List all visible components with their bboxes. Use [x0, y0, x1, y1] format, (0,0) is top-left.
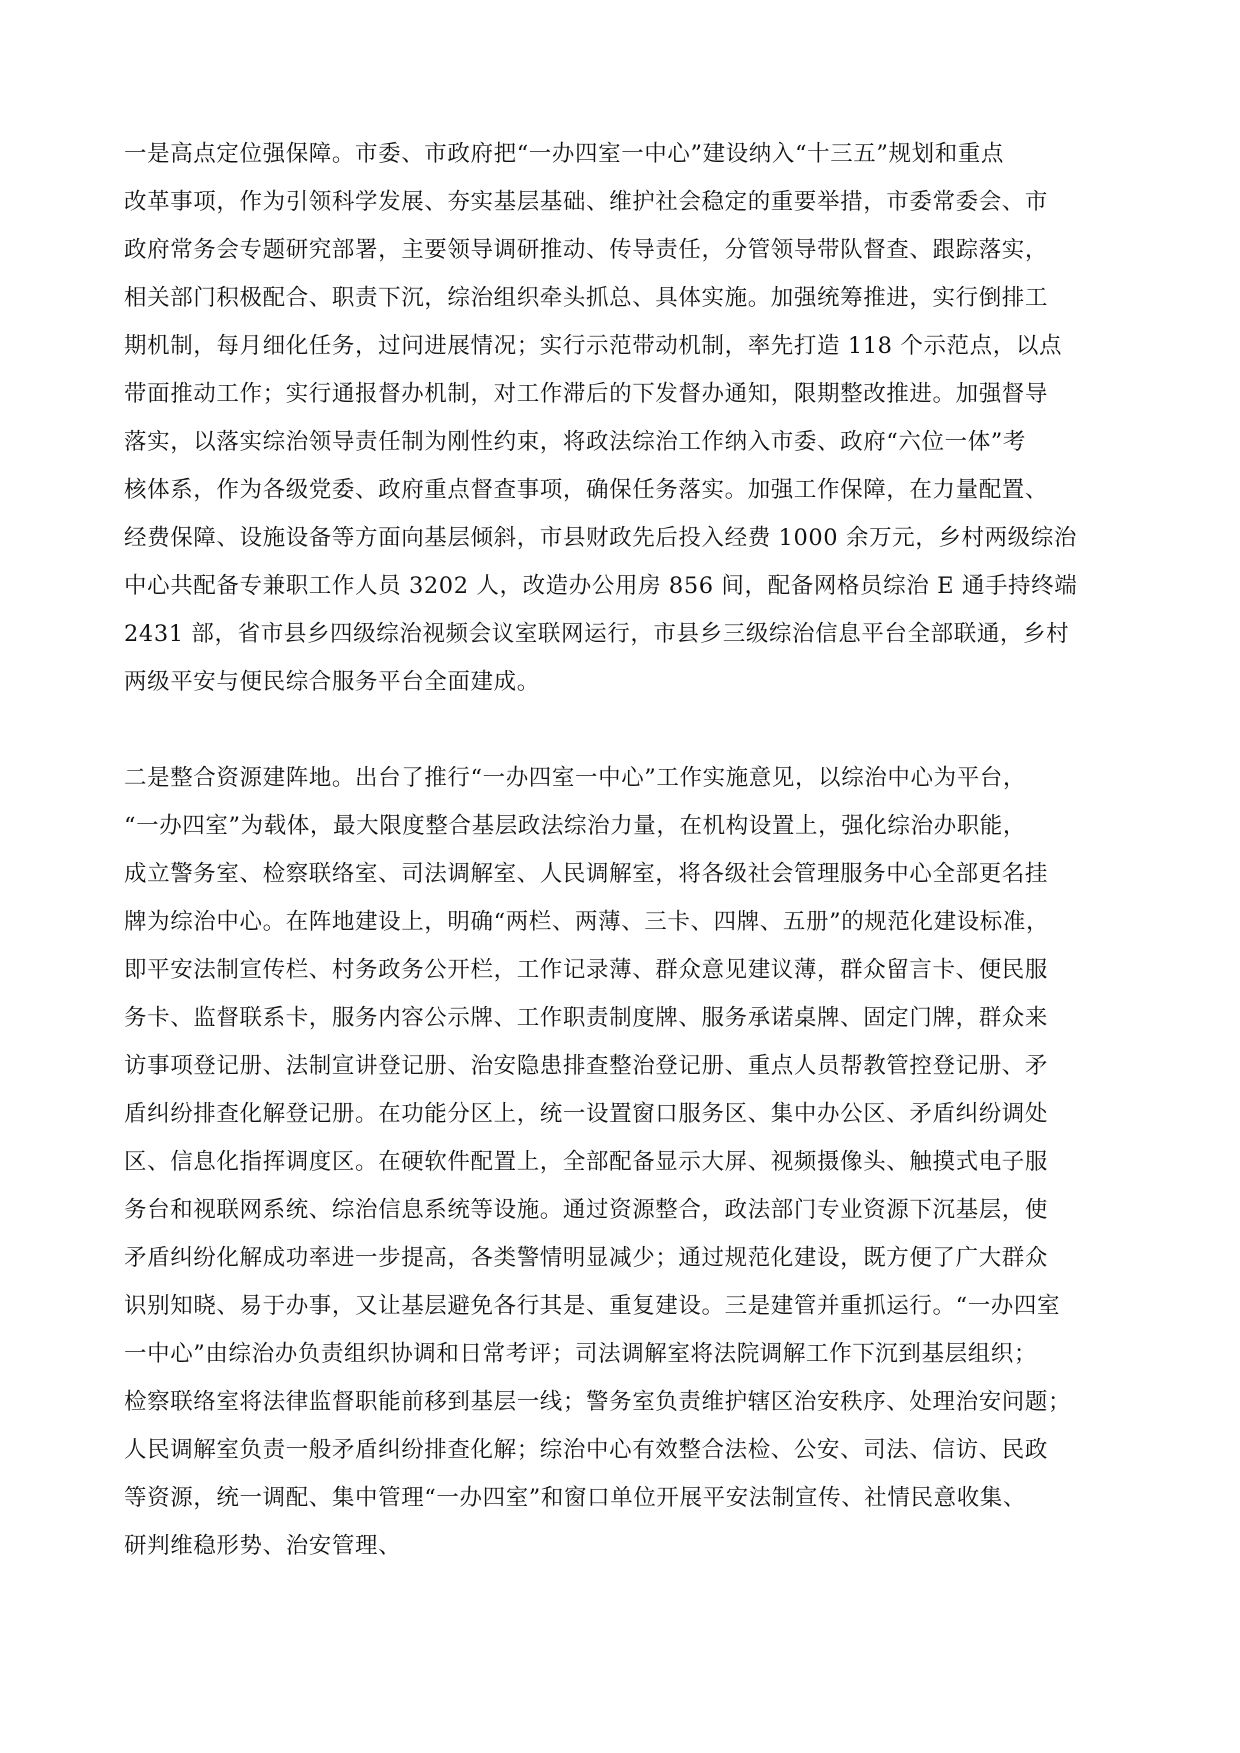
paragraph-line: 期机制，每月细化任务，过问进展情况；实行示范带动机制，率先打造 118 个示范点，以点 — [124, 333, 1063, 359]
paragraph-line: 相关部门积极配合、职责下沉，综治组织牵头抓总、具体实施。加强统筹推进，实行倒排工 — [124, 285, 1049, 311]
paragraph-line: 检察联络室将法律监督职能前移到基层一线；警务室负责维护辖区治安秩序、处理治安问题； — [124, 1389, 1072, 1415]
paragraph-line: 牌为综治中心。在阵地建设上，明确“两栏、两薄、三卡、四牌、五册”的规范化建设标准， — [124, 909, 1050, 935]
paragraph-line: 二是整合资源建阵地。出台了推行“一办四室一中心”工作实施意见，以综治中心为平台， — [124, 765, 1027, 791]
paragraph-line: 识别知晓、易于办事，又让基层避免各行其是、重复建设。三是建管并重抓运行。“一办四室 — [124, 1293, 1061, 1319]
paragraph-1 — [124, 130, 1120, 706]
paragraph-line: 核体系，作为各级党委、政府重点督查事项，确保任务落实。加强工作保障，在力量配置、 — [124, 477, 1049, 503]
paragraph-line: 研判维稳形势、治安管理、 — [124, 1533, 402, 1559]
paragraph-line: 中心共配备专兼职工作人员 3202 人，改造办公用房 856 间，配备网格员综治 E 通手持终端 — [124, 573, 1078, 599]
paragraph-line: 落实，以落实综治领导责任制为刚性约束，将政法综治工作纳入市委、政府“六位一体”考 — [124, 429, 1027, 455]
paragraph-line: 务台和视联网系统、综治信息系统等设施。通过资源整合，政法部门专业资源下沉基层，使 — [124, 1197, 1049, 1223]
document-body — [124, 130, 1120, 1570]
paragraph-line: 即平安法制宣传栏、村务政务公开栏，工作记录薄、群众意见建议薄，群众留言卡、便民服 — [124, 957, 1049, 983]
paragraph-line: 务卡、监督联系卡，服务内容公示牌、工作职责制度牌、服务承诺桌牌、固定门牌，群众来 — [124, 1005, 1049, 1031]
paragraph-line: 一中心”由综治办负责组织协调和日常考评；司法调解室将法院调解工作下沉到基层组织； — [124, 1341, 1038, 1367]
paragraph-line: “一办四室”为载体，最大限度整合基层政法综治力量，在机构设置上，强化综治办职能， — [124, 813, 1027, 839]
paragraph-line: 成立警务室、检察联络室、司法调解室、人民调解室，将各级社会管理服务中心全部更名挂 — [124, 861, 1049, 887]
paragraph-line: 矛盾纠纷化解成功率进一步提高，各类警情明显减少；通过规范化建设，既方便了广大群众 — [124, 1245, 1049, 1271]
paragraph-line: 区、信息化指挥调度区。在硬软件配置上，全部配备显示大屏、视频摄像头、触摸式电子服 — [124, 1149, 1049, 1175]
paragraph-line: 人民调解室负责一般矛盾纠纷排查化解；综治中心有效整合法检、公安、司法、信访、民政 — [124, 1437, 1049, 1463]
paragraph-line: 经费保障、设施设备等方面向基层倾斜，市县财政先后投入经费 1000 余万元，乡村两级综治 — [124, 525, 1077, 551]
paragraph-line: 带面推动工作；实行通报督办机制，对工作滞后的下发督办通知，限期整改推进。加强督导 — [124, 381, 1049, 407]
paragraph-line: 盾纠纷排查化解登记册。在功能分区上，统一设置窗口服务区、集中办公区、矛盾纠纷调处 — [124, 1101, 1049, 1127]
paragraph-line: 改革事项，作为引领科学发展、夯实基层基础、维护社会稳定的重要举措，市委常委会、市 — [124, 189, 1049, 215]
paragraph-line: 2431 部，省市县乡四级综治视频会议室联网运行，市县乡三级综治信息平台全部联通，乡村 — [124, 621, 1070, 647]
paragraph-line: 政府常务会专题研究部署，主要领导调研推动、传导责任，分管领导带队督查、跟踪落实， — [124, 237, 1049, 263]
paragraph-2 — [124, 754, 1120, 1570]
paragraph-line: 一是高点定位强保障。市委、市政府把“一办四室一中心”建设纳入“十三五”规划和重点 — [124, 141, 1005, 167]
paragraph-gap — [124, 706, 1120, 754]
paragraph-line: 访事项登记册、法制宣讲登记册、治安隐患排查整治登记册、重点人员帮教管控登记册、矛 — [124, 1053, 1049, 1079]
paragraph-line: 两级平安与便民综合服务平台全面建成。 — [124, 669, 540, 695]
paragraph-line: 等资源，统一调配、集中管理“一办四室”和窗口单位开展平安法制宣传、社情民意收集、 — [124, 1485, 1027, 1511]
